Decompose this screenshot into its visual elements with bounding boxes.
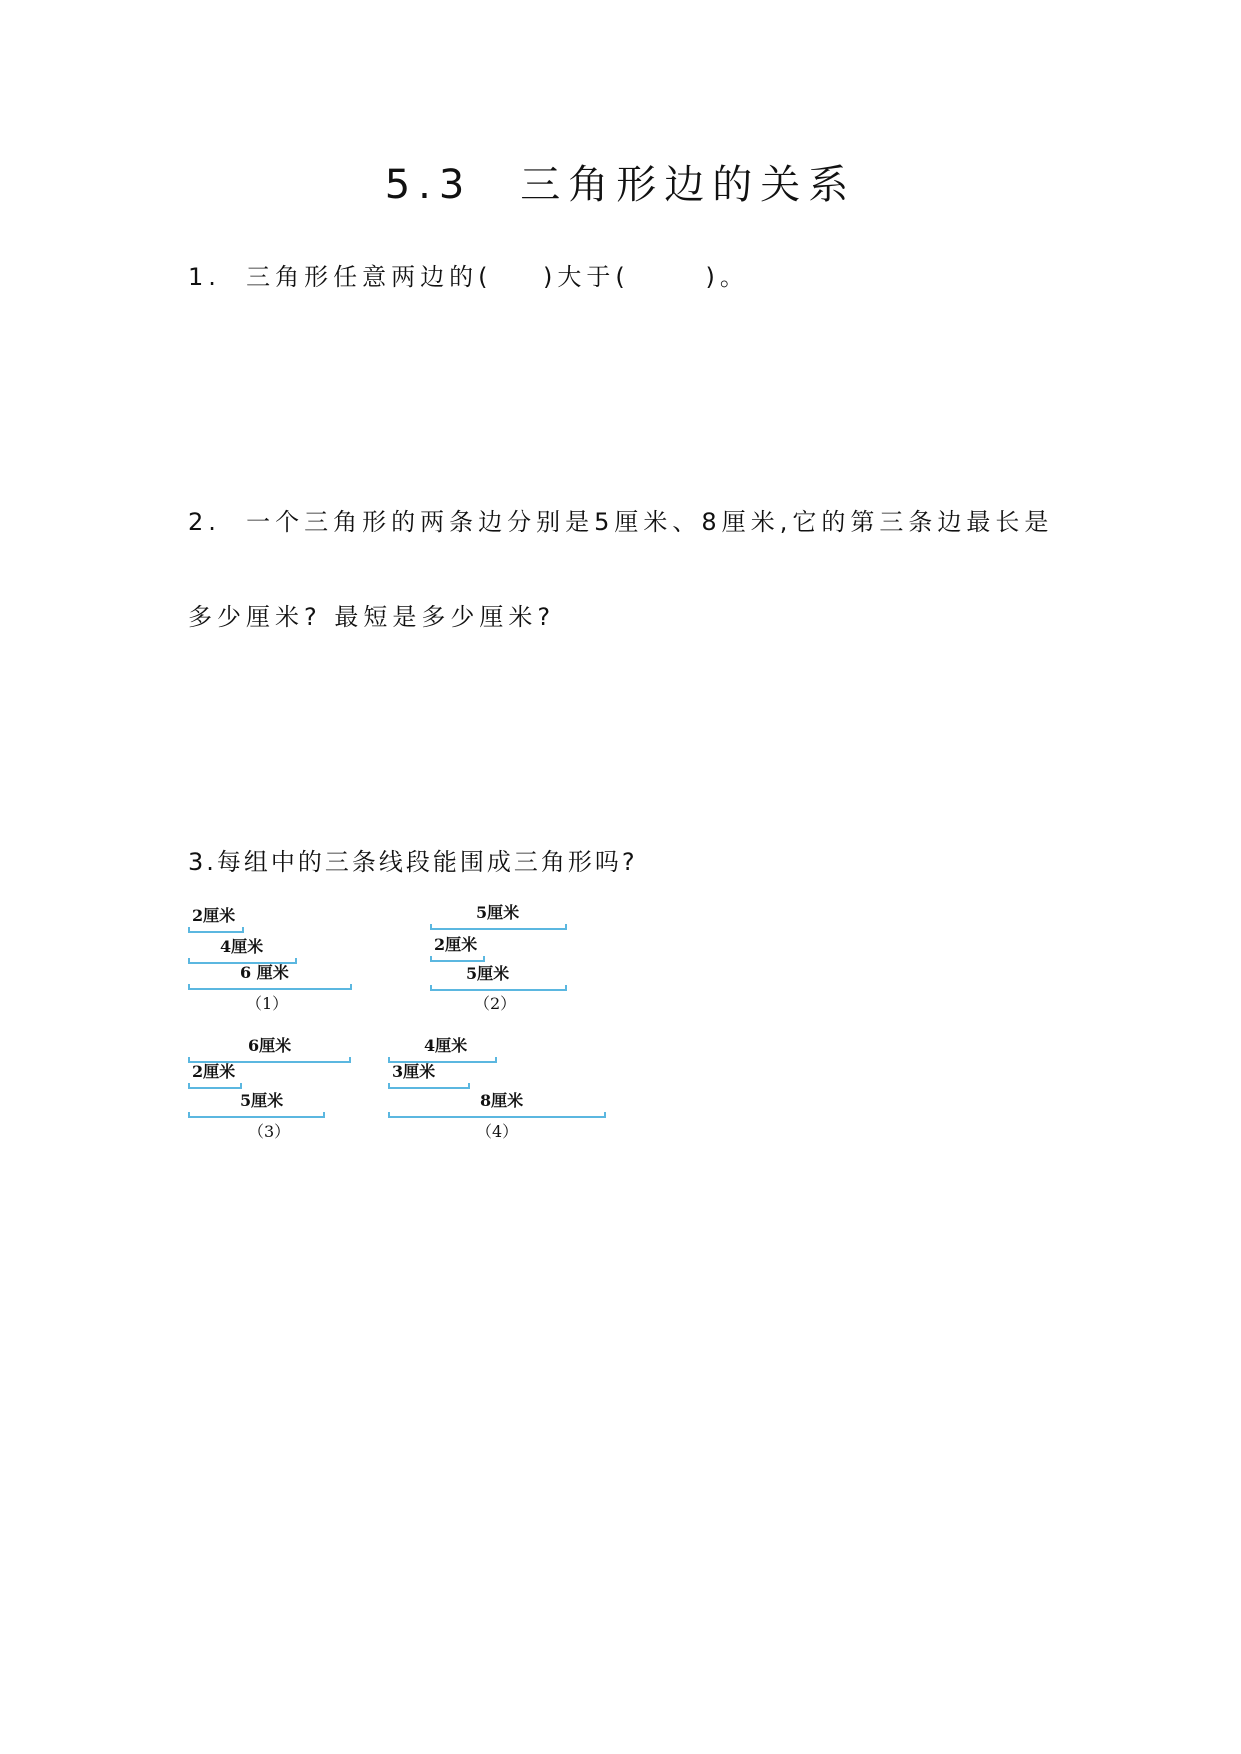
line-segment xyxy=(388,1112,606,1118)
segment-label: 3厘米 xyxy=(392,1062,436,1081)
line-segment xyxy=(188,1083,242,1089)
group-number: （1） xyxy=(246,994,289,1013)
segment-label: 5厘米 xyxy=(240,1091,284,1110)
question-1: 1. 三角形任意两边的( )大于( )。 xyxy=(188,263,749,291)
segment-label: 6厘米 xyxy=(248,1036,292,1055)
line-segment xyxy=(188,927,244,933)
line-segment xyxy=(188,1112,325,1118)
segment-label: 4厘米 xyxy=(220,937,264,956)
segment-label: 5厘米 xyxy=(466,964,510,983)
group-number: （3） xyxy=(248,1122,291,1141)
line-segment xyxy=(188,984,352,990)
group-number: （4） xyxy=(476,1122,519,1141)
segment-label: 2厘米 xyxy=(434,935,478,954)
line-segment xyxy=(430,924,567,930)
segment-label: 8厘米 xyxy=(480,1091,524,1110)
line-segment xyxy=(430,985,567,991)
question-2-line-1: 2. 一个三角形的两条边分别是5厘米、8厘米,它的第三条边最长是 xyxy=(188,508,1054,536)
segment-label: 2厘米 xyxy=(192,1062,236,1081)
question-2-line-2: 多少厘米? 最短是多少厘米? xyxy=(188,603,556,631)
line-segment xyxy=(388,1083,470,1089)
group-number: （2） xyxy=(474,994,517,1013)
segment-label: 4厘米 xyxy=(424,1036,468,1055)
segment-label: 6 厘米 xyxy=(240,963,289,982)
page-title: 5.3 三角形边的关系 xyxy=(384,162,857,208)
segment-label: 2厘米 xyxy=(192,906,236,925)
question-3: 3.每组中的三条线段能围成三角形吗? xyxy=(188,848,638,876)
line-segment xyxy=(430,956,485,962)
segment-label: 5厘米 xyxy=(476,903,520,922)
